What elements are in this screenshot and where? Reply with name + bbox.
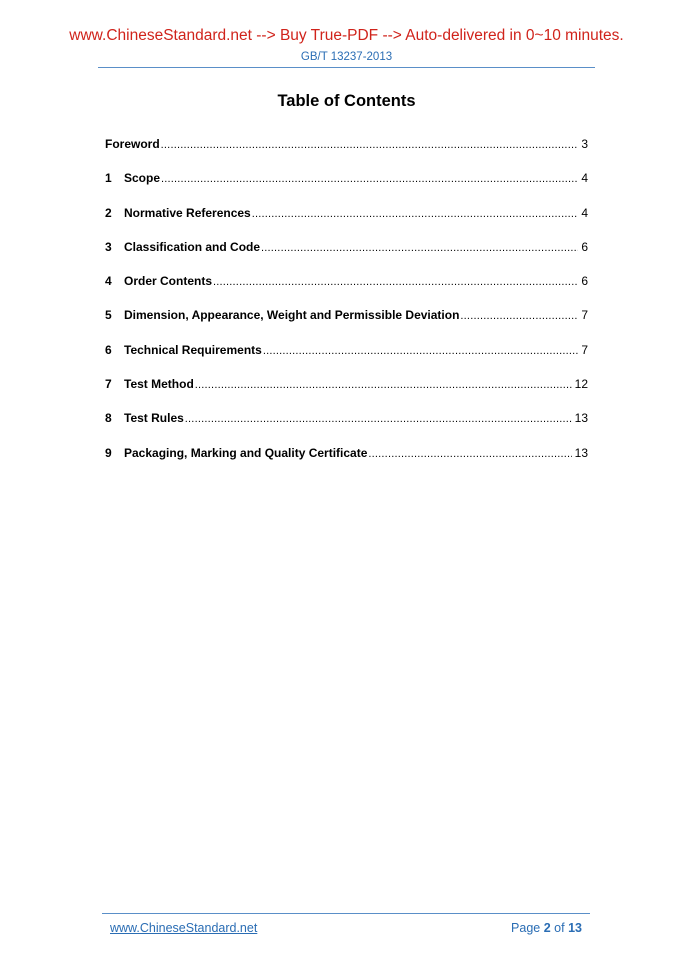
toc-entry-number: 8 [105, 411, 112, 426]
toc-entry-page: 7 [581, 308, 588, 323]
toc-entry-page: 3 [581, 137, 588, 151]
toc-entry-label: Scope [124, 171, 161, 186]
toc-entry-label: Classification and Code [124, 239, 261, 254]
footer-divider [102, 913, 590, 914]
toc-entry-number: 4 [105, 274, 112, 289]
dot-leader [263, 341, 578, 361]
toc-entry-classification[interactable] [105, 237, 588, 271]
dot-leader [161, 169, 578, 189]
dot-leader [185, 409, 572, 429]
page-total: 13 [568, 921, 582, 935]
toc-entry-page: 4 [581, 171, 588, 186]
toc-entry-page: 4 [581, 205, 588, 220]
toc-entry-label: Order Contents [124, 274, 213, 289]
toc-entry-label: Packaging, Marking and Quality Certificate [124, 445, 368, 460]
dot-leader [460, 306, 578, 326]
toc-entry-order-contents[interactable] [105, 271, 588, 305]
toc-entry-label: Foreword [105, 137, 160, 151]
table-of-contents [105, 134, 588, 477]
toc-entry-number: 1 [105, 171, 112, 186]
toc-entry-page: 6 [581, 274, 588, 289]
toc-entry-page: 13 [574, 411, 588, 426]
toc-entry-dimension[interactable] [105, 305, 588, 339]
dot-leader [252, 204, 579, 224]
dot-leader [368, 444, 571, 464]
page-of: of [554, 921, 565, 935]
toc-entry-page: 7 [581, 342, 588, 357]
toc-entry-label: Test Rules [124, 411, 184, 426]
dot-leader [161, 135, 579, 155]
toc-entry-page: 6 [581, 239, 588, 254]
page-current: 2 [543, 921, 551, 935]
toc-entry-number: 5 [105, 308, 112, 323]
toc-entry-page: 13 [574, 445, 588, 460]
toc-entry-number: 6 [105, 342, 112, 357]
footer-website-link[interactable]: www.ChineseStandard.net [110, 921, 258, 935]
standard-code: GB/T 13237-2013 [300, 51, 393, 63]
toc-entry-page: 12 [574, 377, 588, 392]
toc-entry-label: Normative References [124, 205, 251, 220]
toc-entry-technical-requirements[interactable] [105, 340, 588, 374]
toc-entry-label: Dimension, Appearance, Weight and Permissible Deviation [124, 308, 460, 323]
toc-entry-normative-references[interactable] [105, 203, 588, 237]
toc-entry-packaging[interactable] [105, 443, 588, 477]
toc-entry-number: 2 [105, 205, 112, 220]
toc-title: Table of Contents [277, 92, 416, 110]
purchase-banner[interactable]: www.ChineseStandard.net --> Buy True-PDF --> Auto-delivered in 0~10 minutes. [69, 27, 624, 44]
toc-entry-test-rules[interactable] [105, 408, 588, 442]
toc-entry-foreword[interactable] [105, 134, 588, 168]
toc-entry-number: 3 [105, 239, 112, 254]
dot-leader [195, 375, 572, 395]
dot-leader [261, 238, 578, 258]
page-number [511, 921, 582, 935]
page-prefix: Page [511, 921, 541, 935]
toc-entry-scope[interactable] [105, 168, 588, 202]
header-divider [98, 67, 595, 68]
toc-entry-number: 7 [105, 377, 112, 392]
toc-entry-number: 9 [105, 445, 112, 460]
toc-entry-label: Test Method [124, 377, 194, 392]
dot-leader [213, 272, 578, 292]
toc-entry-label: Technical Requirements [124, 342, 262, 357]
toc-entry-test-method[interactable] [105, 374, 588, 408]
